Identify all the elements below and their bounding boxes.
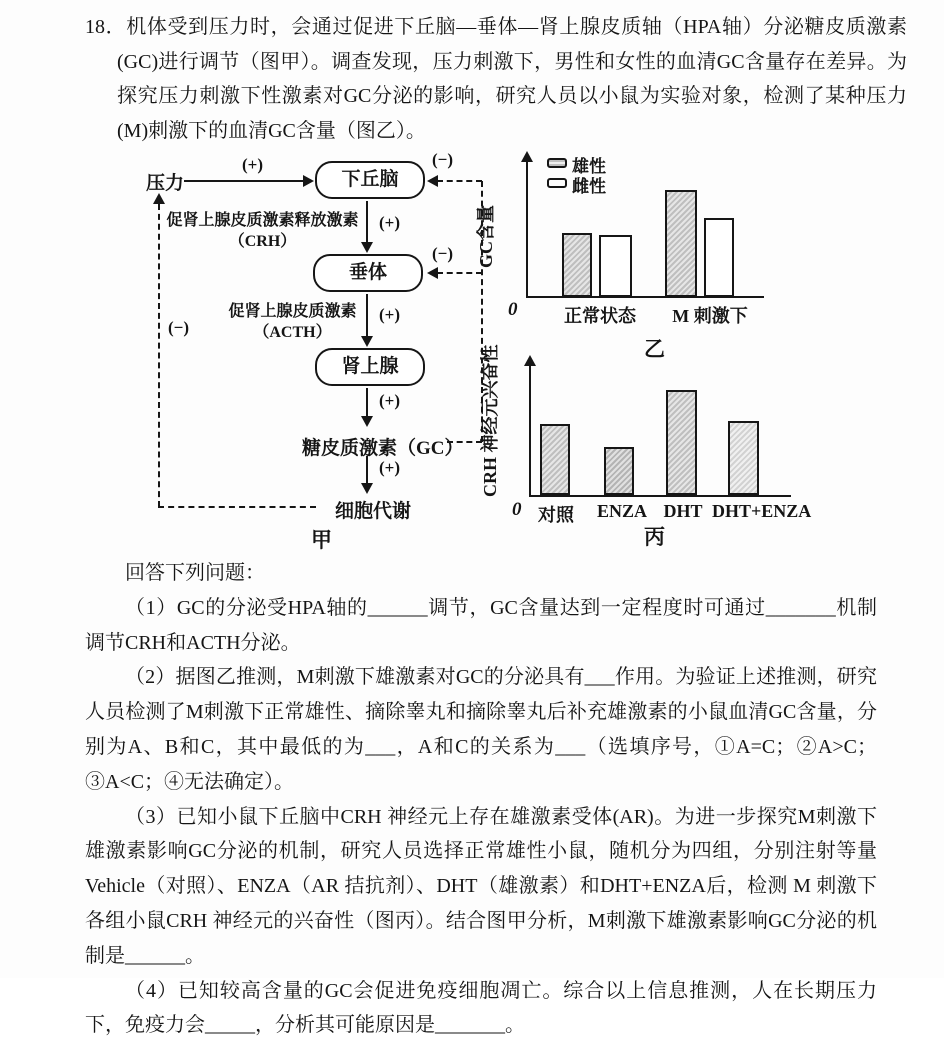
chart-yi-origin-label: 0 bbox=[508, 299, 518, 320]
chart-yi-plot-area bbox=[526, 160, 764, 297]
gc-arrowhead-icon bbox=[361, 416, 373, 427]
minus-sign-left-feedback: (−) bbox=[168, 318, 190, 337]
feedback-arrowhead-hypothalamus-icon bbox=[427, 175, 438, 187]
bar-normal-female bbox=[599, 235, 632, 297]
chart-yi-x-axis bbox=[526, 296, 764, 298]
left-feedback-vertical-dash bbox=[158, 204, 160, 507]
crh-abbr-line: （CRH） bbox=[228, 233, 297, 250]
bar-normal-male bbox=[562, 233, 592, 297]
bar-dht-enza bbox=[728, 421, 759, 495]
question-number: 18． bbox=[85, 16, 127, 38]
chart-bing-x-axis bbox=[529, 495, 791, 497]
plus-sign-stress: (+) bbox=[242, 155, 264, 174]
minus-sign-hypothalamus: (−) bbox=[432, 150, 454, 169]
question-stem-text: 机体受到压力时，会通过促进下丘脑—垂体—肾上腺皮质轴（HPA轴）分泌糖皮质激素(GC)进行调节（图甲）。调查发现，压力刺激下，男性和女性的血清GC含量存在差异。为探究压力刺激下性激素对GC分泌的影响，研究人员以小鼠为实验对象，检测了某种压力(M)刺激下的血清GC含量（图乙）。 bbox=[117, 16, 907, 142]
bar-m-female bbox=[704, 218, 734, 297]
chart-bing-category-control: 对照 bbox=[538, 505, 574, 525]
question-stem bbox=[85, 10, 907, 148]
question-parts bbox=[85, 556, 877, 1043]
right-feedback-vertical-dash bbox=[481, 181, 483, 442]
crh-arrowhead-icon bbox=[361, 242, 373, 253]
crh-name-line: 促肾上腺皮质激素释放激素 bbox=[166, 212, 359, 229]
chart-bing-plot-area bbox=[529, 363, 791, 495]
question-part-4: （4）已知较高含量的GC会促进免疫细胞凋亡。综合以上信息推测，人在长期压力下，免疫力会_____，分析其可能原因是_______。 bbox=[85, 979, 877, 1037]
chart-bing-origin-label: 0 bbox=[512, 499, 522, 520]
crh-arrow-line bbox=[366, 201, 368, 243]
chart-yi-category-m: M 刺激下 bbox=[672, 306, 748, 326]
pituitary-node: 垂体 bbox=[313, 254, 423, 292]
bar-m-male bbox=[665, 190, 697, 297]
diagram-caption: 甲 bbox=[311, 528, 332, 552]
bar-control bbox=[540, 424, 570, 495]
chart-yi-y-axis-arrowhead-icon bbox=[521, 151, 533, 162]
chart-bing-y-axis-arrowhead-icon bbox=[524, 355, 536, 366]
gc-arrow-line bbox=[366, 388, 368, 417]
question-part-1: （1）GC的分泌受HPA轴的______调节，GC含量达到一定程度时可通过_______机制调节CRH和ACTH分泌。 bbox=[85, 596, 877, 654]
answer-prompt: 回答下列问题： bbox=[125, 562, 265, 584]
gc-label: 糖皮质激素（GC） bbox=[302, 438, 464, 459]
metabolism-arrowhead-icon bbox=[361, 483, 373, 494]
acth-abbr-line: （ACTH） bbox=[253, 324, 332, 341]
bar-dht bbox=[666, 390, 697, 495]
legend-male-label: 雄性 bbox=[572, 157, 606, 176]
legend-male-swatch-icon bbox=[547, 158, 567, 168]
crh-hormone-name bbox=[150, 210, 375, 252]
chart-yi-category-normal: 正常状态 bbox=[564, 306, 636, 326]
stress-arrowhead-icon bbox=[303, 175, 314, 187]
acth-arrow-line bbox=[366, 294, 368, 337]
stress-arrow-line bbox=[184, 180, 304, 182]
feedback-dash-into-pituitary bbox=[437, 272, 482, 274]
chart-bing-y-axis bbox=[529, 365, 531, 496]
hypothalamus-node: 下丘脑 bbox=[315, 161, 425, 199]
left-feedback-bottom-dash bbox=[158, 506, 316, 508]
gc-feedback-dash bbox=[447, 441, 482, 443]
metabolism-arrow-line bbox=[366, 456, 368, 484]
acth-hormone-name bbox=[200, 301, 385, 343]
legend-female-swatch-icon bbox=[547, 178, 567, 188]
feedback-dash-into-hypothalamus bbox=[437, 180, 482, 182]
chart-bing-category-dht: DHT bbox=[663, 501, 703, 521]
plus-sign-gc: (+) bbox=[379, 391, 401, 410]
question-part-2: （2）据图乙推测，M刺激下雄激素对GC的分泌具有___作用。为验证上述推测，研究人员检测了M刺激下正常雄性、摘除睾丸和摘除睾丸后补充雄激素的小鼠血清GC含量，分别为A、B和C，其中最低的为___，A和C的关系为___（选填序号，①A=C；②A>C；③A<C；④无法确定）。 bbox=[85, 666, 877, 793]
feedback-arrowhead-pituitary-icon bbox=[427, 267, 438, 279]
acth-arrowhead-icon bbox=[361, 336, 373, 347]
chart-yi-y-axis-label: GC含量 bbox=[476, 205, 496, 268]
bar-enza bbox=[604, 447, 634, 495]
plus-sign-acth: (+) bbox=[379, 305, 401, 324]
chart-yi-y-axis bbox=[526, 161, 528, 297]
chart-bing-y-axis-label: CRH 神经元兴奋性 bbox=[480, 344, 500, 497]
question-part-3: （3）已知小鼠下丘脑中CRH 神经元上存在雄激素受体(AR)。为进一步探究M刺激下雄激素影响GC分泌的机制，研究人员选择正常雄性小鼠，随机分为四组，分别注射等量 Vehicle（对照）、ENZA（AR 拮抗剂）、DHT（雄激素）和DHT+ENZA后，检测 M 刺激下各组小鼠CRH 神经元的兴奋性（图丙）。结合图甲分析，M刺激下雄激素影响GC分泌的机制是______。 bbox=[85, 805, 877, 967]
stress-label: 压力 bbox=[146, 173, 185, 194]
minus-sign-pituitary: (−) bbox=[432, 244, 454, 263]
legend-female-label: 雌性 bbox=[572, 177, 606, 196]
acth-name-line: 促肾上腺皮质激素 bbox=[228, 303, 357, 320]
chart-bing-caption: 丙 bbox=[644, 525, 665, 549]
plus-sign-crh: (+) bbox=[379, 213, 401, 232]
chart-yi-caption: 乙 bbox=[644, 337, 665, 361]
chart-bing-category-dht-enza: DHT+ENZA bbox=[712, 501, 812, 521]
adrenal-node: 肾上腺 bbox=[315, 348, 425, 386]
left-feedback-arrowhead-icon bbox=[153, 193, 165, 204]
plus-sign-metabolism: (+) bbox=[379, 458, 401, 477]
metabolism-label: 细胞代谢 bbox=[335, 501, 412, 522]
chart-bing-category-enza: ENZA bbox=[596, 501, 647, 521]
